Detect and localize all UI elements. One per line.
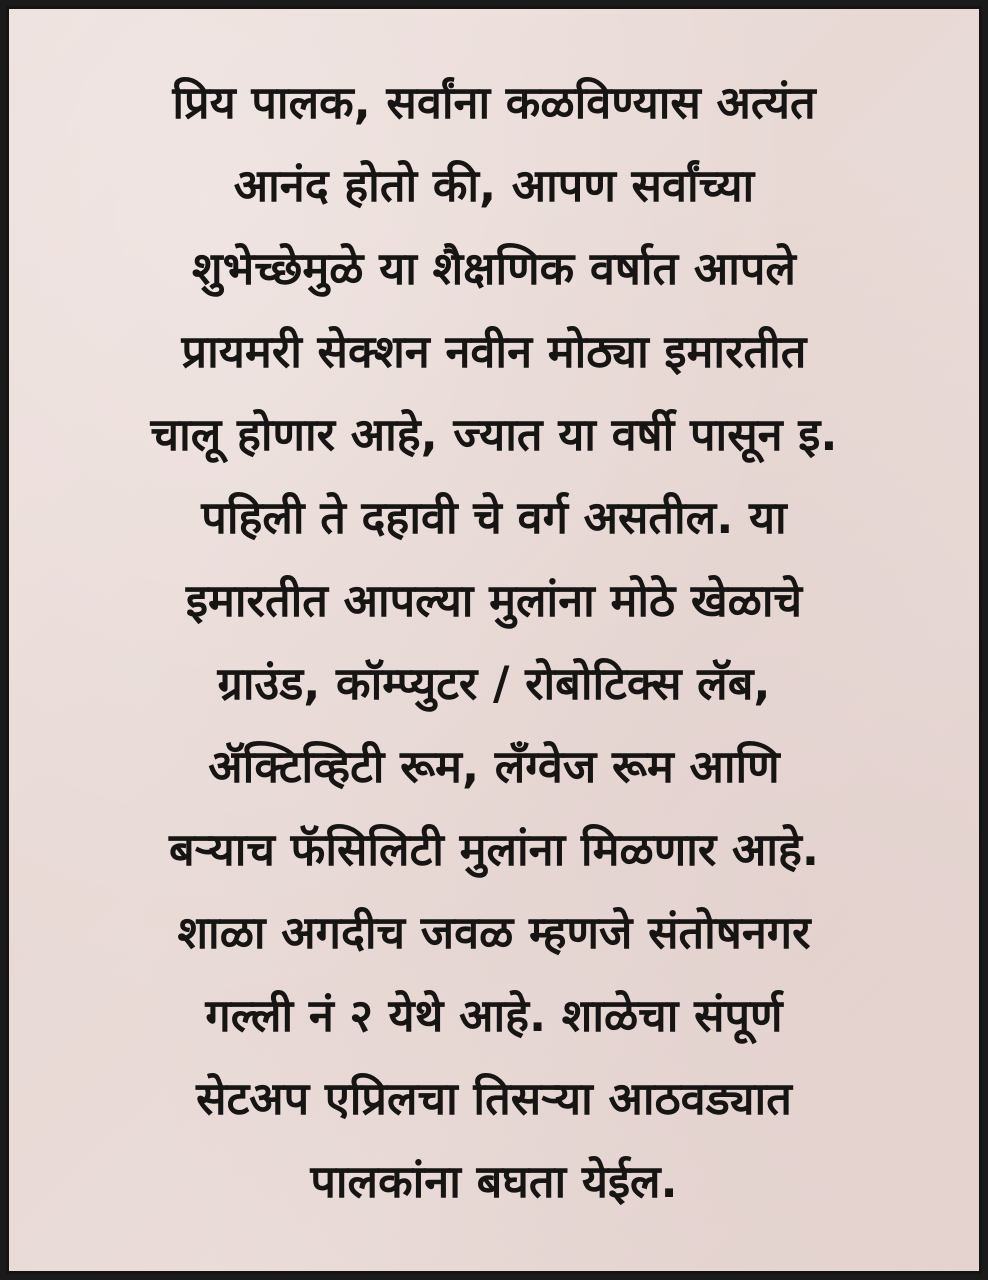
notice-line-6: पहिली ते दहावी चे वर्ग असतील. या	[201, 491, 787, 544]
notice-line-3: शुभेच्छेमुळे या शैक्षणिक वर्षात आपले	[192, 242, 796, 295]
notice-line-10: बऱ्याच फॅसिलिटी मुलांना मिळणार आहे.	[169, 823, 819, 876]
notice-line-1: प्रिय पालक, सर्वांना कळविण्यास अत्यंत	[172, 76, 816, 129]
notice-line-5: चालू होणार आहे, ज्यात या वर्षी पासून इ.	[150, 408, 838, 461]
notice-line-2: आनंद होतो की, आपण सर्वांच्या	[233, 159, 755, 212]
notice-line-9: ॲक्टिव्हिटी रूम, लँग्वेज रूम आणि	[208, 740, 780, 793]
notice-card	[6, 6, 982, 1274]
notice-line-7: इमारतीत आपल्या मुलांना मोठे खेळाचे	[185, 574, 803, 627]
notice-text	[9, 61, 979, 1223]
notice-line-11: शाळा अगदीच जवळ म्हणजे संतोषनगर	[177, 906, 811, 959]
notice-line-12: गल्ली नं २ येथे आहे. शाळेचा संपूर्ण	[205, 989, 783, 1042]
notice-line-8: ग्राउंड, कॉम्प्युटर / रोबोटिक्स लॅब,	[217, 657, 771, 710]
notice-line-4: प्रायमरी सेक्शन नवीन मोठ्या इमारतीत	[181, 325, 807, 378]
notice-line-13: सेटअप एप्रिलचा तिसऱ्या आठवड्यात	[196, 1072, 792, 1125]
notice-line-14: पालकांना बघता येईल.	[310, 1155, 678, 1208]
